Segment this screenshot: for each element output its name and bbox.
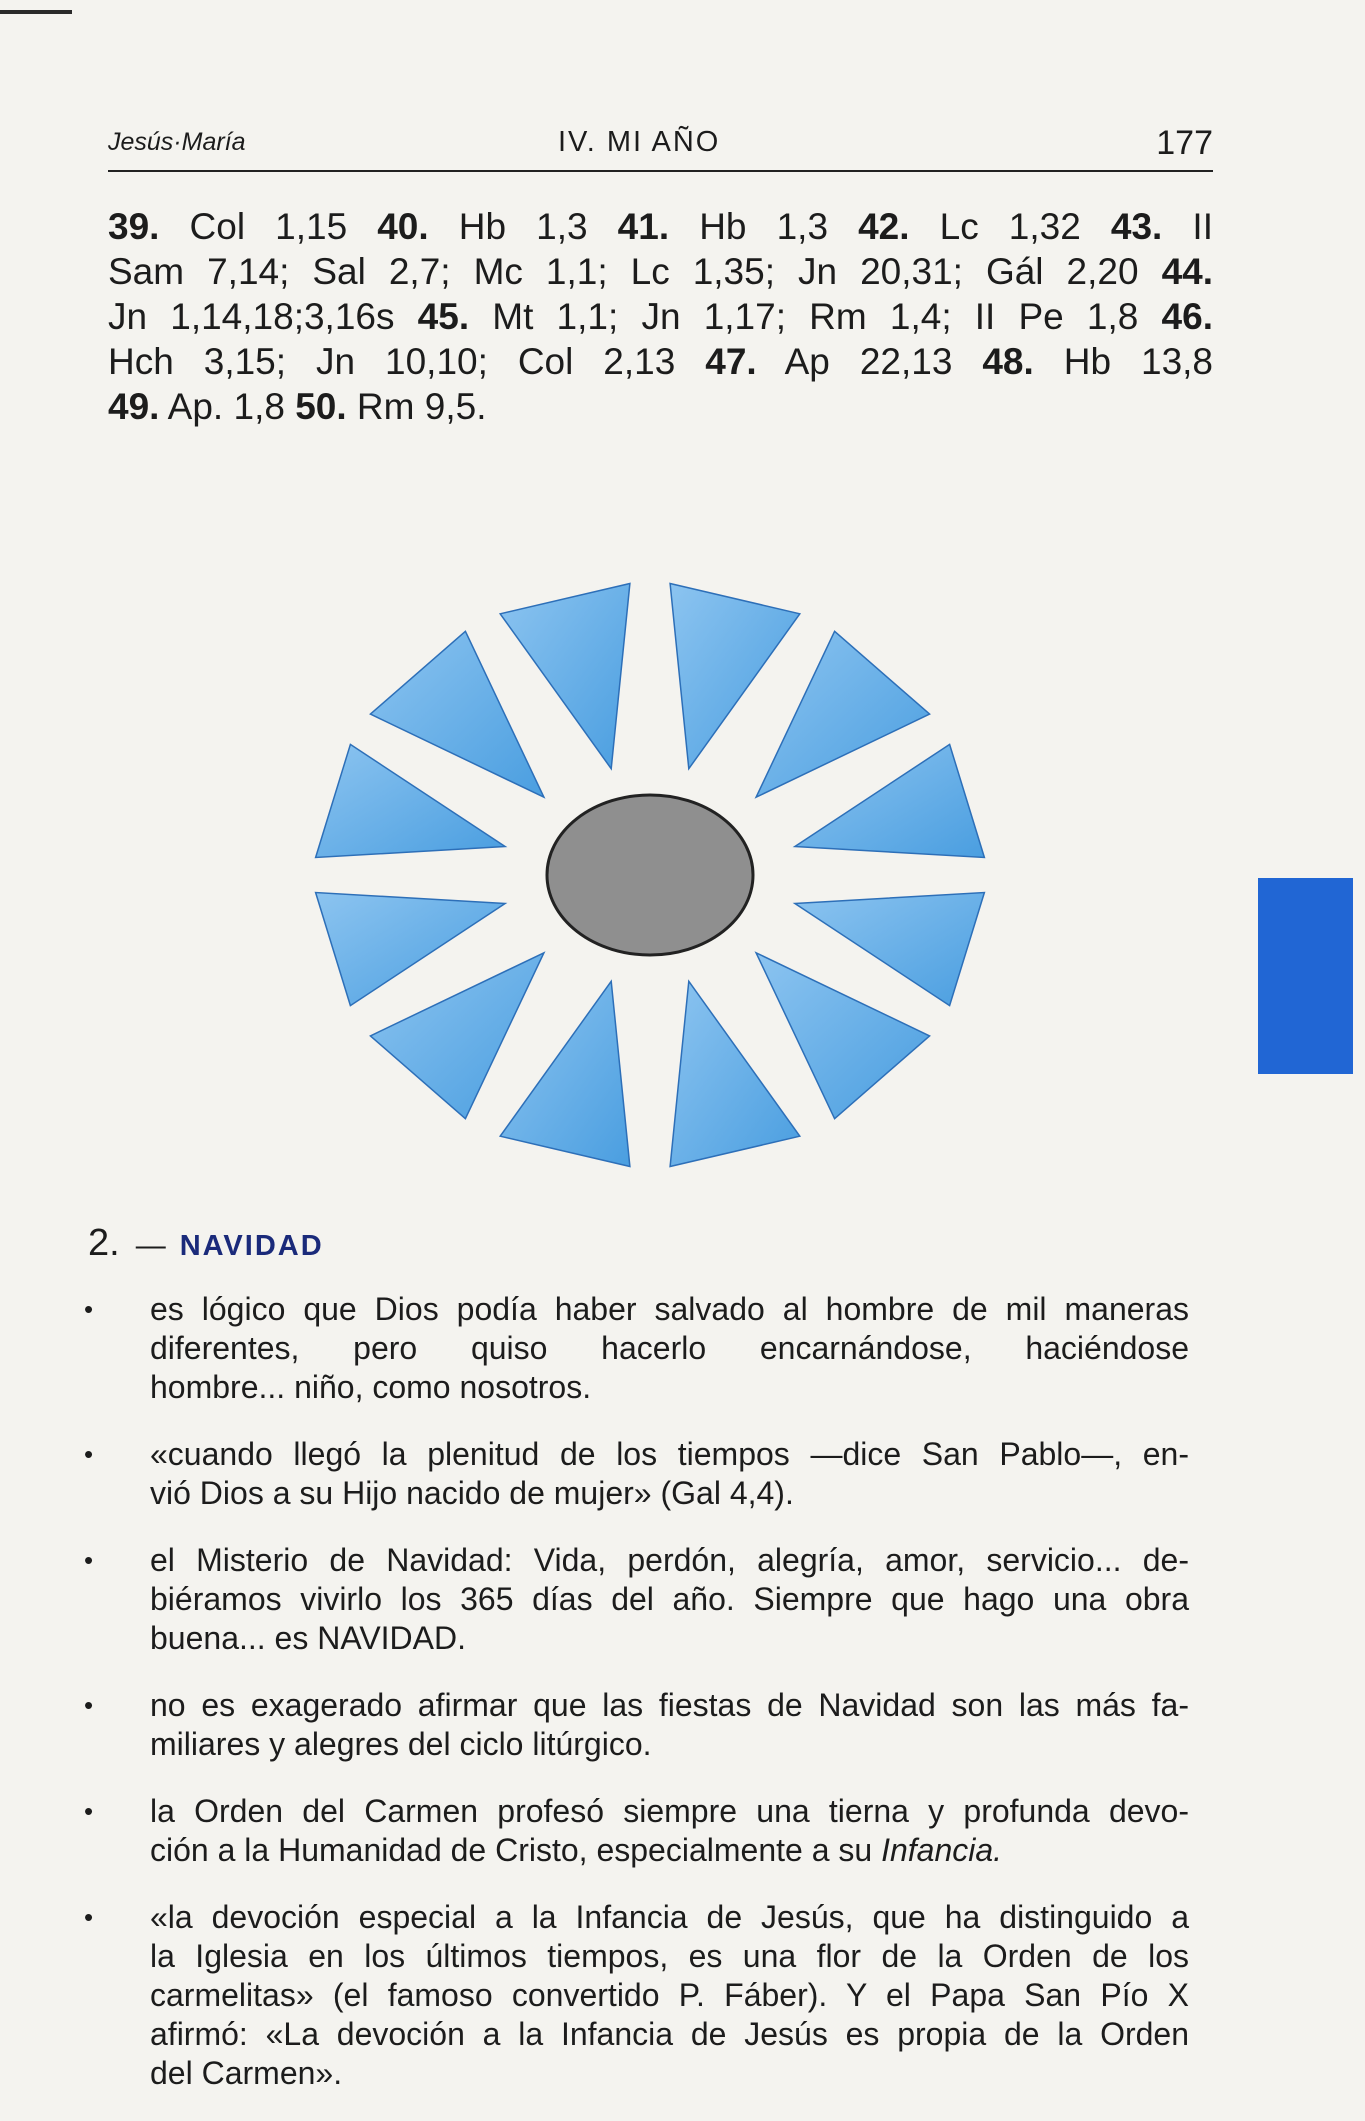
- text-run: Mt 1,1; Jn 1,17; Rm 1,4; II Pe 1,8: [469, 296, 1162, 337]
- text-run: Hb 1,3: [428, 206, 618, 247]
- page-number: 177: [1156, 124, 1213, 162]
- text-run: Col 1,15: [159, 206, 378, 247]
- section-title: NAVIDAD: [179, 1230, 324, 1262]
- star-ornament: [210, 555, 1090, 1205]
- text-line: [150, 1937, 1189, 1976]
- text-run: «cuando llegó la plenitud de los tiempos —dice San Pablo—, en-: [150, 1436, 1189, 1472]
- bullet-dot-icon: •: [84, 1902, 94, 1932]
- bullet-item: [84, 1290, 1189, 1407]
- text-run: hombre... niño, como nosotros.: [150, 1369, 592, 1405]
- text-line: [150, 1580, 1189, 1619]
- bullet-dot-icon: •: [84, 1294, 94, 1324]
- text-run: Ap 22,13: [756, 341, 983, 382]
- section-heading: [88, 1222, 324, 1265]
- ornament-triangle: [756, 631, 930, 797]
- text-run: Lc 1,32: [909, 206, 1111, 247]
- section-dash: —: [135, 1229, 166, 1262]
- blue-thumb-tab: [1258, 878, 1353, 1074]
- text-run: biéramos vivirlo los 365 días del año. Siempre que hago una obra: [150, 1581, 1189, 1617]
- text-line: [150, 1290, 1189, 1329]
- text-line: [150, 1898, 1189, 1937]
- text-line: [108, 204, 1213, 249]
- text-run: vió Dios a su Hijo nacido de mujer» (Gal 4,4).: [150, 1475, 794, 1511]
- bullet-item: [84, 1792, 1189, 1870]
- ornament-triangle: [500, 584, 630, 769]
- ornament-triangle: [670, 981, 800, 1166]
- note-number: 44.: [1161, 251, 1213, 292]
- bullet-item: [84, 1898, 1189, 2093]
- text-run: es lógico que Dios podía haber salvado al hombre de mil maneras: [150, 1291, 1189, 1327]
- text-run: II: [1162, 206, 1213, 247]
- text-line: [150, 1329, 1189, 1368]
- ornament-triangle: [670, 584, 800, 769]
- text-run: Jn 1,14,18;3,16s: [108, 296, 418, 337]
- text-line: [150, 1725, 1189, 1764]
- text-run: del Carmen».: [150, 2055, 343, 2091]
- text-line: [150, 1976, 1189, 2015]
- running-head-center: IV. MI AÑO: [558, 126, 721, 158]
- note-number: 43.: [1110, 206, 1163, 247]
- italic-text: Infancia.: [881, 1832, 1003, 1868]
- text-line: [150, 1792, 1189, 1831]
- note-number: 42.: [858, 206, 910, 247]
- note-number: 48.: [982, 341, 1034, 382]
- text-run: Hch 3,15; Jn 10,10; Col 2,13: [108, 341, 706, 382]
- bullet-dot-icon: •: [84, 1439, 94, 1469]
- text-line: [108, 339, 1213, 384]
- note-number: 46.: [1161, 296, 1213, 337]
- text-run: carmelitas» (el famoso convertido P. Fáber). Y el Papa San Pío X: [150, 1977, 1189, 2013]
- note-number: 50.: [295, 386, 347, 427]
- bullet-dot-icon: •: [84, 1545, 94, 1575]
- text-line: [150, 1474, 1189, 1513]
- ornament-triangle: [370, 953, 544, 1119]
- running-head: [108, 120, 1213, 172]
- bullet-item: [84, 1541, 1189, 1658]
- text-run: miliares y alegres del ciclo litúrgico.: [150, 1726, 652, 1762]
- bullet-item: [84, 1686, 1189, 1764]
- bullet-dot-icon: •: [84, 1690, 94, 1720]
- note-number: 40.: [377, 206, 429, 247]
- text-run: diferentes, pero quiso hacerlo encarnándose, haciéndose: [150, 1330, 1189, 1366]
- note-number: 41.: [617, 206, 670, 247]
- text-run: la Orden del Carmen profesó siempre una tierna y profunda devo-: [150, 1793, 1189, 1829]
- note-number: 49.: [108, 386, 160, 427]
- text-run: «la devoción especial a la Infancia de Jesús, que ha distinguido a: [150, 1899, 1189, 1935]
- text-run: Rm 9,5.: [346, 386, 487, 427]
- note-number: 39.: [108, 206, 160, 247]
- text-line: [108, 249, 1213, 294]
- text-line: [150, 1368, 1189, 1407]
- text-line: [150, 1435, 1189, 1474]
- text-run: Hb 13,8: [1033, 341, 1214, 382]
- section-number: 2.: [88, 1222, 120, 1264]
- text-line: [150, 2054, 1189, 2093]
- text-run: ción a la Humanidad de Cristo, especialmente a su: [150, 1832, 882, 1868]
- references-block: [108, 204, 1213, 429]
- text-run: el Misterio de Navidad: Vida, perdón, alegría, amor, servicio... de-: [150, 1542, 1189, 1578]
- running-head-left: Jesús·María: [108, 128, 246, 156]
- bullet-dot-icon: •: [84, 1796, 94, 1826]
- bullet-item: [84, 1435, 1189, 1513]
- text-line: [150, 1831, 1189, 1870]
- scan-edge-mark: [0, 10, 72, 14]
- text-run: Sam 7,14; Sal 2,7; Mc 1,1; Lc 1,35; Jn 20,31; Gál 2,20: [108, 251, 1162, 292]
- text-line: [150, 1686, 1189, 1725]
- text-run: la Iglesia en los últimos tiempos, es una flor de la Orden de los: [150, 1938, 1189, 1974]
- bullet-list: [84, 1290, 1189, 2121]
- ornament-center-oval: [547, 795, 753, 955]
- note-number: 47.: [705, 341, 757, 382]
- ornament-triangle: [500, 981, 630, 1166]
- ornament-triangle: [756, 953, 930, 1119]
- text-run: no es exagerado afirmar que las fiestas de Navidad son las más fa-: [150, 1687, 1189, 1723]
- text-line: [150, 2015, 1189, 2054]
- text-run: buena... es NAVIDAD.: [150, 1620, 466, 1656]
- ornament-triangle: [370, 631, 544, 797]
- text-line: [108, 384, 1213, 429]
- text-line: [150, 1619, 1189, 1658]
- text-run: afirmó: «La devoción a la Infancia de Jesús es propia de la Orden: [150, 2016, 1189, 2052]
- text-run: Hb 1,3: [669, 206, 859, 247]
- text-line: [150, 1541, 1189, 1580]
- text-line: [108, 294, 1213, 339]
- note-number: 45.: [417, 296, 470, 337]
- text-run: Ap. 1,8: [159, 386, 296, 427]
